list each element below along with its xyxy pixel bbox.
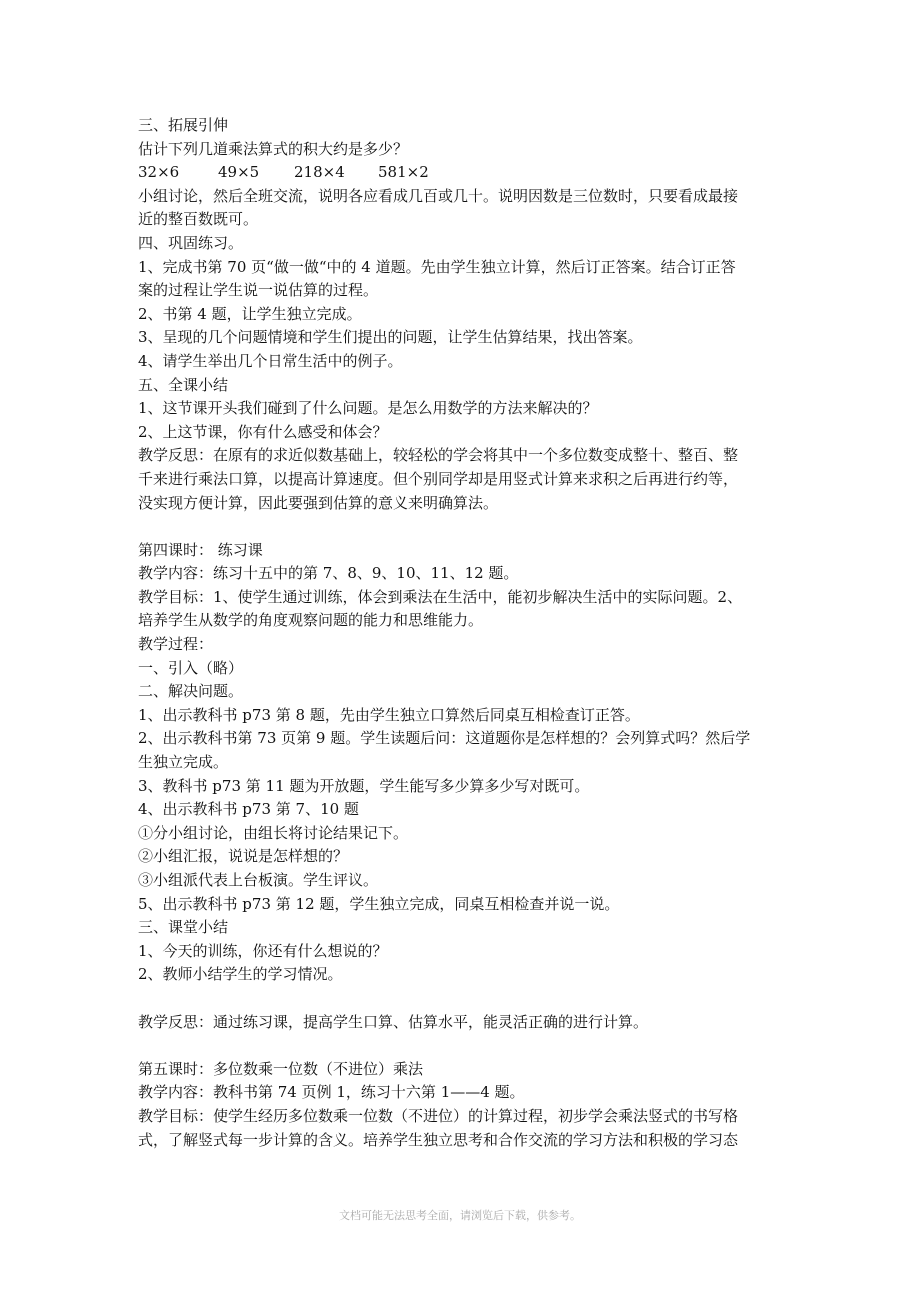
section-heading: 五、全课小结 bbox=[138, 375, 229, 394]
paragraph-line: 小组讨论，然后全班交流，说明各应看成几百或几十。说明因数是三位数时，只要看成最接 bbox=[138, 186, 739, 205]
paragraph-line: 1、完成书第 70 页“做一做“中的 4 道题。先由学生独立计算，然后订正答案。结合订正答 bbox=[138, 257, 736, 276]
paragraph-line: 2、上这节课，你有什么感受和体会？ bbox=[138, 422, 388, 441]
paragraph-line: 教学过程： bbox=[138, 635, 214, 654]
paragraph-line: 1、出示教科书 p73 第 8 题，先由学生独立口算然后同桌互相检查订正答。 bbox=[138, 705, 640, 724]
formula: 32×6 bbox=[138, 163, 180, 182]
paragraph-line: 估计下列几道乘法算式的积大约是多少？ bbox=[138, 139, 409, 158]
paragraph-line: 教学反思：通过练习课，提高学生口算、估算水平，能灵活正确的进行计算。 bbox=[138, 1012, 649, 1031]
paragraph-line: 教学反思：在原有的求近似数基础上，较轻松的学会将其中一个多位数变成整十、整百、整 bbox=[138, 446, 739, 465]
paragraph-line: 4、请学生举出几个日常生活中的例子。 bbox=[138, 351, 403, 370]
paragraph-line: 培养学生从数学的角度观察问题的能力和思维能力。 bbox=[138, 611, 484, 630]
paragraph-line: 1、这节课开头我们碰到了什么问题。是怎么用数学的方法来解决的？ bbox=[138, 399, 598, 418]
paragraph-line: 近的整百数既可。 bbox=[138, 210, 259, 229]
formula-row bbox=[138, 161, 786, 185]
paragraph-line: 教学目标：使学生经历多位数乘一位数（不进位）的计算过程，初步学会乘法竖式的书写格 bbox=[138, 1106, 739, 1125]
footer-note: 文档可能无法思考全面，请浏览后下载，供参考。 bbox=[339, 1209, 581, 1222]
formula: 581×2 bbox=[378, 163, 429, 182]
section-heading: 一、引入（略） bbox=[138, 658, 244, 677]
paragraph-line: ①分小组讨论，由组长将讨论结果记下。 bbox=[138, 823, 409, 842]
lesson-heading: 第四课时： 练习课 bbox=[138, 540, 263, 559]
blank-line bbox=[138, 515, 786, 539]
formula: 218×4 bbox=[294, 163, 345, 182]
paragraph-line: 1、今天的训练，你还有什么想说的？ bbox=[138, 941, 388, 960]
document-body bbox=[138, 114, 786, 1152]
paragraph-line: 千来进行乘法口算，以提高计算速度。但个别同学却是用竖式计算来求积之后再进行约等， bbox=[138, 469, 739, 488]
section-heading: 四、巩固练习。 bbox=[138, 233, 244, 252]
paragraph-line: 生独立完成。 bbox=[138, 753, 229, 772]
blank-line bbox=[138, 1034, 786, 1058]
paragraph-line: 2、出示教科书第 73 页第 9 题。学生读题后问：这道题你是怎样想的？会列算式吗？然后学 bbox=[138, 729, 751, 748]
paragraph-line: 教学内容：练习十五中的第 7、8、9、10、11、12 题。 bbox=[138, 564, 519, 583]
paragraph-line: 案的过程让学生说一说估算的过程。 bbox=[138, 281, 379, 300]
paragraph-line: 教学目标：1、使学生通过训练，体会到乘法在生活中，能初步解决生活中的实际问题。2、 bbox=[138, 587, 743, 606]
paragraph-line: 教学内容：教科书第 74 页例 1，练习十六第 1——4 题。 bbox=[138, 1083, 525, 1102]
section-heading: 二、解决问题。 bbox=[138, 682, 244, 701]
section-heading: 三、拓展引伸 bbox=[138, 116, 229, 134]
blank-line bbox=[138, 987, 786, 1011]
paragraph-line: 3、教科书 p73 第 11 题为开放题，学生能写多少算多少写对既可。 bbox=[138, 776, 590, 795]
paragraph-line: 5、出示教科书 p73 第 12 题，学生独立完成，同桌互相检查并说一说。 bbox=[138, 894, 620, 913]
paragraph-line: 式，了解竖式每一步计算的含义。培养学生独立思考和合作交流的学习方法和积极的学习态 bbox=[138, 1130, 739, 1149]
paragraph-line: 2、书第 4 题，让学生独立完成。 bbox=[138, 304, 362, 323]
paragraph-line: 没实现方便计算，因此要强到估算的意义来明确算法。 bbox=[138, 493, 499, 512]
paragraph-line: 4、出示教科书 p73 第 7、10 题 bbox=[138, 800, 359, 819]
paragraph-line: ③小组派代表上台板演。学生评议。 bbox=[138, 871, 379, 889]
formula: 49×5 bbox=[218, 163, 260, 182]
paragraph-line: 3、呈现的几个问题情境和学生们提出的问题，让学生估算结果，找出答案。 bbox=[138, 328, 643, 347]
section-heading: 三、课堂小结 bbox=[138, 918, 229, 937]
paragraph-line: 2、教师小结学生的学习情况。 bbox=[138, 965, 343, 984]
paragraph-line: ②小组汇报，说说是怎样想的？ bbox=[138, 847, 349, 866]
lesson-heading: 第五课时：多位数乘一位数（不进位）乘法 bbox=[138, 1059, 424, 1078]
